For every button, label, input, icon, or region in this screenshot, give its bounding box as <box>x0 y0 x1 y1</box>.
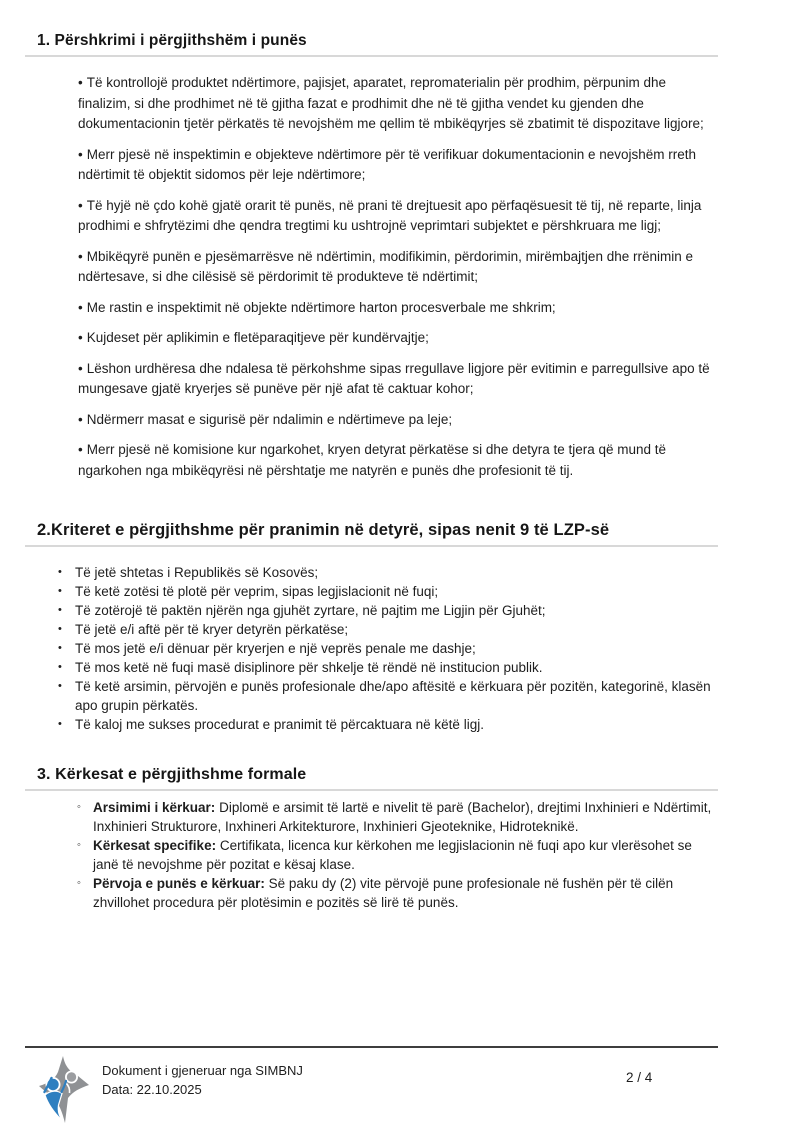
list-item-text: Të jetë e/i aftë për të kryer detyrën përkatëse; <box>75 622 349 637</box>
section-admission-criteria <box>25 519 718 734</box>
requirements-list <box>25 798 718 912</box>
paragraph <box>78 359 718 400</box>
list-item <box>25 563 718 582</box>
requirement-label: Arsimimi i kërkuar: <box>93 800 216 815</box>
footer-text-block <box>102 1062 303 1099</box>
paragraph <box>78 145 718 186</box>
list-item-text: Të ketë zotësi të plotë për veprim, sipas legjislacionit në fuqi; <box>75 584 439 599</box>
bullet-icon: • <box>78 197 83 213</box>
paragraph-text: Me rastin e inspektimit në objekte ndërtimore harton procesverbale me shkrim; <box>86 299 556 315</box>
list-item-text <box>93 874 715 912</box>
simbnj-logo-icon <box>36 1055 92 1125</box>
list-item <box>25 601 718 620</box>
list-item-text: Të zotërojë të paktën njërën nga gjuhët zyrtare, në pajtim me Ligjin për Gjuhët; <box>75 603 546 618</box>
criteria-list <box>25 563 718 734</box>
list-item <box>25 798 718 836</box>
bullet-icon: • <box>58 585 62 597</box>
bullet-icon: • <box>78 442 83 457</box>
page-number: 2 / 4 <box>626 1070 653 1085</box>
paragraph-text: Ndërmerr masat e sigurisë për ndalimin e ndërtimeve pa leje; <box>86 411 453 427</box>
bullet-icon: • <box>78 146 83 162</box>
paragraph-text: Mbikëqyrë punën e pjesëmarrësve në ndërtimin, modifikimin, përdorimin, mirëmbajtjen dhe rrënimin e ndërtesave, si dhe cilësisë së përdorimit të produkteve të ndërtimit; <box>78 248 693 284</box>
list-item-text <box>93 836 715 874</box>
bullet-icon: • <box>78 248 83 264</box>
section-2-title: 2.Kriteret e përgjithshme për pranimin në detyrë, sipas nenit 9 të LZP-së <box>25 519 718 547</box>
paragraph <box>78 440 718 481</box>
bullet-icon: • <box>78 411 83 427</box>
bullet-icon: • <box>78 75 83 90</box>
bullet-icon: • <box>78 299 83 315</box>
paragraph-text: Lëshon urdhëresa dhe ndalesa të përkohshme sipas rregullave ligjore për evitimin e parregullsive apo të mungesave gjatë kryerjes së punëve për një afat të caktuar kohor; <box>78 360 710 396</box>
list-item <box>25 715 718 734</box>
paragraph <box>78 73 718 135</box>
list-item-text: Të kaloj me sukses procedurat e pranimit të përcaktuara në këtë ligj. <box>75 717 484 732</box>
bullet-icon: • <box>58 718 62 730</box>
bullet-icon: • <box>58 680 62 692</box>
section-3-title: 3. Kërkesat e përgjithshme formale <box>25 764 718 791</box>
list-item <box>25 620 718 639</box>
list-item <box>25 874 718 912</box>
paragraph <box>78 196 718 237</box>
list-item <box>25 658 718 677</box>
list-item-text: Të jetë shtetas i Republikës së Kosovës; <box>75 565 319 580</box>
requirement-label: Kërkesat specifike: <box>93 838 217 853</box>
circle-bullet-icon: ◦ <box>77 877 81 889</box>
paragraph-text: Të hyjë në çdo kohë gjatë orarit të punës, në prani të drejtuesit apo përfaqësuesit të tij, në reparte, linja prodhimi e shfrytëzimi dhe qendra tregtimi ku ushtrojnë veprimtari subjektet e përshkruara me ligj; <box>78 197 702 233</box>
paragraph-text: Merr pjesë në komisione kur ngarkohet, kryen detyrat përkatëse si dhe detyra te tjera që mund të ngarkohen nga mbikëqyrësi në përshtatje me natyrën e punës dhe profesionit të tij. <box>78 442 667 478</box>
section-formal-requirements <box>25 764 718 912</box>
list-item <box>25 836 718 874</box>
list-item-text: Të mos ketë në fuqi masë disiplinore për shkelje të rëndë në institucion publik. <box>75 660 543 675</box>
circle-bullet-icon: ◦ <box>77 801 81 813</box>
bullet-icon: • <box>58 661 62 673</box>
bullet-icon: • <box>78 330 83 345</box>
bullet-icon: • <box>58 566 62 578</box>
requirement-label: Përvoja e punës e kërkuar: <box>93 876 265 891</box>
paragraph-text: Merr pjesë në inspektimin e objekteve ndërtimore për të verifikuar dokumentacionin e nevojshëm rreth ndërtimit të objektit sidomos për leje ndërtimore; <box>78 146 697 182</box>
list-item-text: Të ketë arsimin, përvojën e punës profesionale dhe/apo aftësitë e kërkuara për pozitën, kategorinë, klasën apo grupin përkatës. <box>75 679 711 713</box>
section-job-description <box>25 30 718 481</box>
requirement-value: Diplomë e arsimit të lartë e nivelit të parë (Bachelor), drejtimi Inxhinieri e Ndërtimit, Inxhinieri Strukturore, Inxhineri Arkitekturore, Inxhinieri Gjeoteknike, Hidroteknikë. <box>93 800 712 834</box>
paragraph <box>78 247 718 288</box>
section-1-title: 1. Përshkrimi i përgjithshëm i punës <box>25 30 718 57</box>
list-item-text <box>93 798 715 836</box>
paragraph-text: Të kontrollojë produktet ndërtimore, pajisjet, aparatet, repromaterialin për prodhim, përpunim dhe finalizim, si dhe prodhimet në të gjitha fazat e prodhimit dhe në të gjitha vendet ku gjenden dhe dokumentacionin tjetër përkatës të nevojshëm me qellim të mbikëqyrjes së zbatimit të dispozitave ligjore; <box>78 75 704 131</box>
document-content <box>25 30 718 912</box>
footer-generated-text: Dokument i gjeneruar nga SIMBNJ <box>102 1063 303 1078</box>
requirement-value: Certifikata, licenca kur kërkohen me legjislacionin në fuqi apo kur vlerësohet se janë të nevojshme për pozitat e kësaj klase. <box>93 838 692 872</box>
list-item <box>25 582 718 601</box>
paragraph <box>78 328 718 349</box>
bullet-icon: • <box>58 642 62 654</box>
paragraph <box>78 410 718 431</box>
list-item <box>25 677 718 715</box>
circle-bullet-icon: ◦ <box>77 839 81 851</box>
list-item <box>25 639 718 658</box>
bullet-icon: • <box>78 360 83 376</box>
list-item-text: Të mos jetë e/i dënuar për kryerjen e një veprës penale me dashje; <box>75 641 476 656</box>
bullet-icon: • <box>58 623 62 635</box>
paragraph <box>78 298 718 319</box>
requirement-value: Së paku dy (2) vite përvojë pune profesionale në fushën për të cilën zhvillohet procedura për plotësimin e pozitës së lirë të punës. <box>93 876 674 910</box>
paragraph-text: Kujdeset për aplikimin e fletëparaqitjeve për kundërvajtje; <box>86 330 429 345</box>
footer-date-text: Data: 22.10.2025 <box>102 1081 202 1097</box>
footer-divider <box>25 1046 718 1048</box>
bullet-icon: • <box>58 604 62 616</box>
